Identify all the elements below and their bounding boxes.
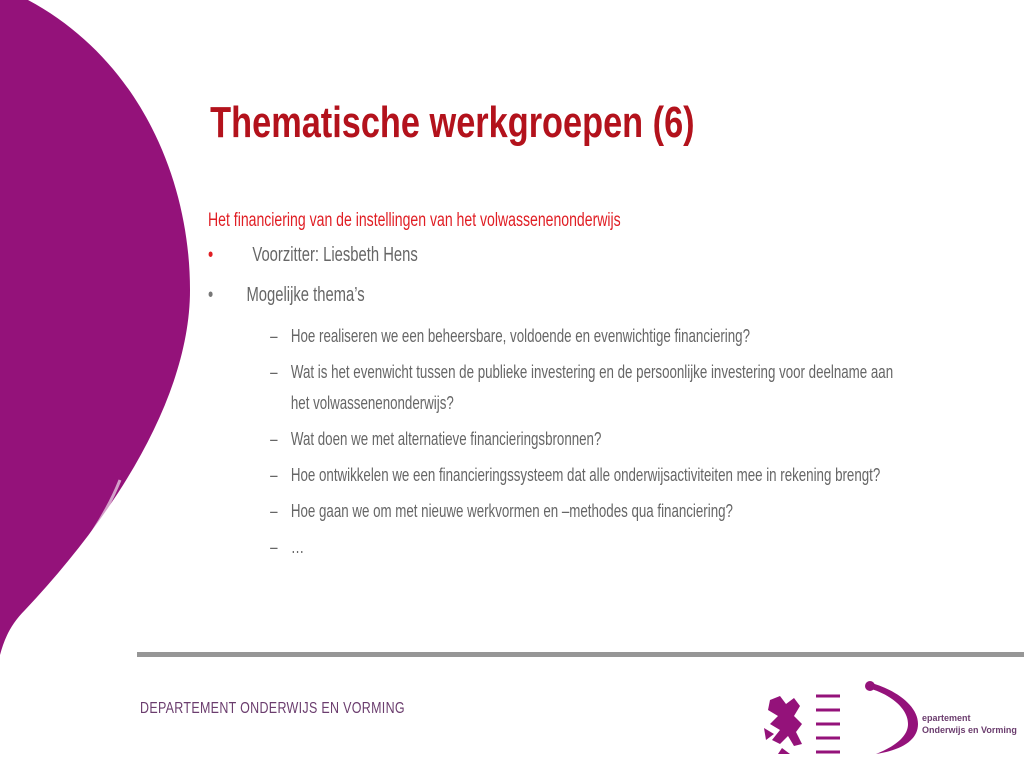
theme-item [208,532,898,563]
flemish-lion-icon [760,688,842,756]
bullet-label: Voorzitter: Liesbeth Hens [252,244,418,266]
bullet-chair [208,241,948,269]
dash-icon: – [270,362,278,382]
theme-item [208,424,898,455]
logo-line-1: epartement [922,713,971,723]
theme-text: … [290,537,305,557]
theme-item [208,321,898,352]
slide-subtitle: Het financiering van de instellingen van het volwassenenonderwijs [208,210,621,231]
theme-text: Wat doen we met alternatieve financieringsbronnen? [290,429,602,449]
bullet-dot-icon: • [208,284,214,306]
logo-wordmark [922,712,1017,736]
theme-item [208,460,898,491]
theme-text: Hoe gaan we om met nieuwe werkvormen en –methodes qua financiering? [290,501,733,521]
theme-text: Hoe realiseren we een beheersbare, voldoende en evenwichtige financiering? [290,326,750,346]
slide-content [208,208,948,568]
bullet-dot-icon: • [208,244,214,266]
slide-title: Thematische werkgroepen (6) [210,98,695,147]
footer-divider [137,652,1024,657]
department-d-logo-icon [862,678,922,756]
bullet-themes [208,281,948,309]
dash-icon: – [270,465,278,485]
dash-icon: – [270,429,278,449]
dash-icon: – [270,326,278,346]
theme-item [208,496,898,527]
theme-text: Hoe ontwikkelen we een financieringssysteem dat alle onderwijsactiviteiten mee in rekening brengt? [290,465,881,485]
footer-department: DEPARTEMENT ONDERWIJS EN VORMING [140,700,405,717]
logo-line-2: Onderwijs en Vorming [922,725,1017,735]
theme-item [208,357,898,419]
bullet-label: Mogelijke thema’s [246,284,365,306]
dash-icon: – [270,501,278,521]
dash-icon: – [270,537,278,557]
theme-text: Wat is het evenwicht tussen de publieke investering en de persoonlijke investering voor deelname aan het volwassenenonderwijs? [290,362,894,413]
